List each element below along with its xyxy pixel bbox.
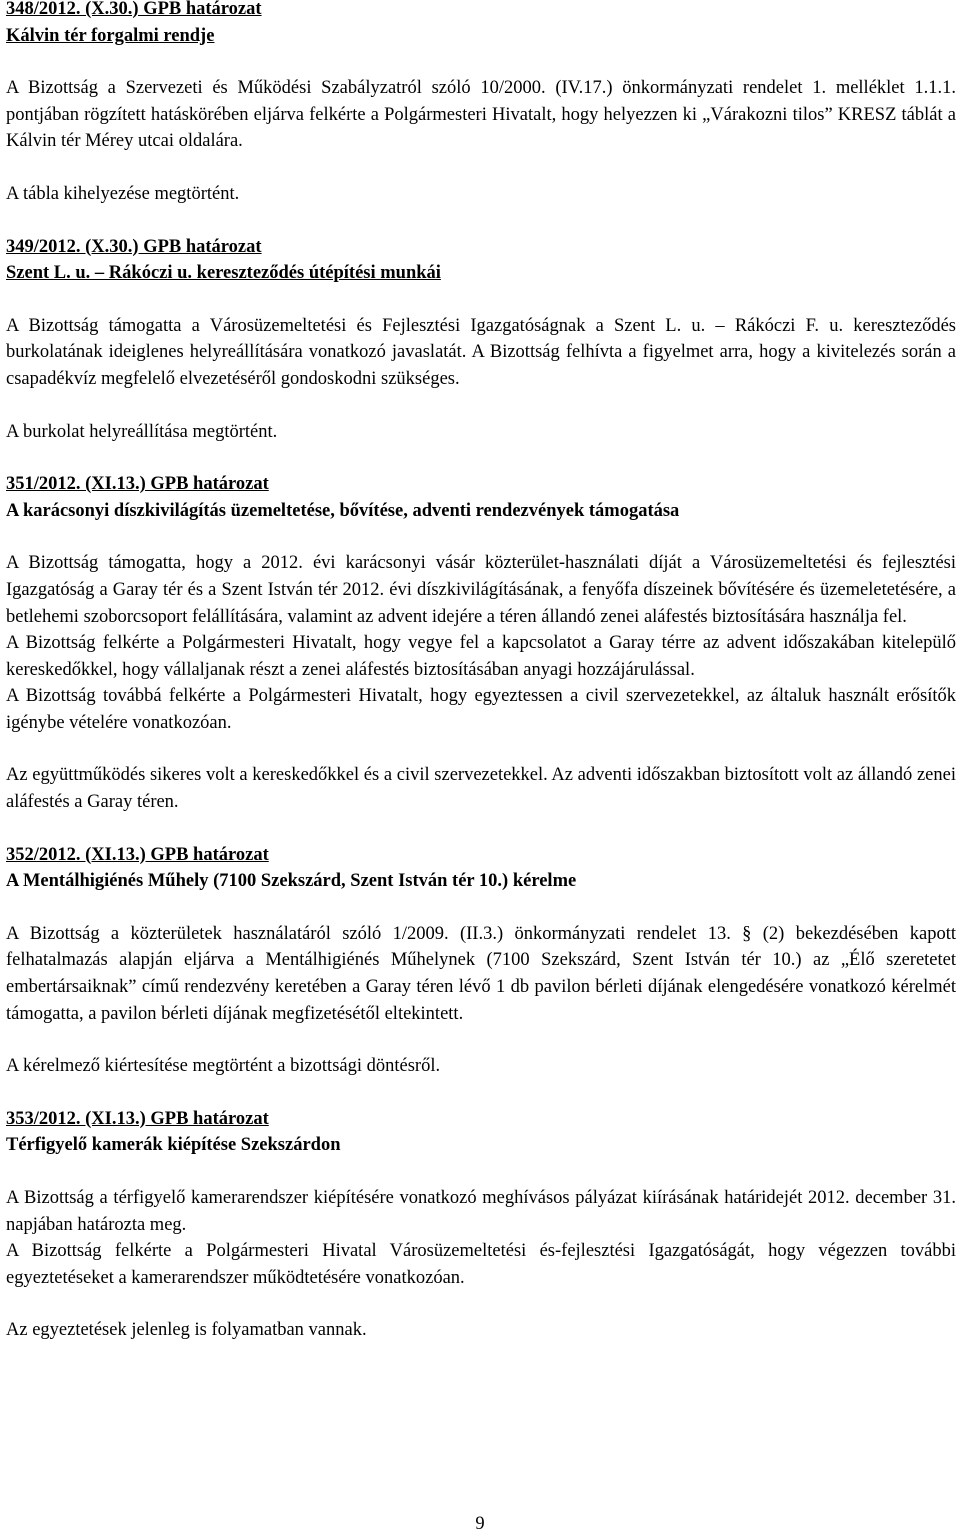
paragraph: Az egyeztetések jelenleg is folyamatban vannak. — [6, 1320, 367, 1341]
paragraph: A Bizottság továbbá felkérte a Polgármesteri Hivatalt, hogy egyeztessen a civil szervezetekkel, az általuk használt erősítők igénybe vételére vonatkozóan. — [6, 686, 956, 733]
paragraph: A Bizottság a Szervezeti és Működési Szabályzatról szóló 10/2000. (IV.17.) önkormányzati rendelet 1. melléklet 1.1.1. pontjában rögzített hatáskörében eljárva felkérte a Polgármesteri Hivatalt, hogy helyezzen ki „Várakozni tilos” KRESZ táblát a Kálvin tér Mérey utcai oldalára. — [6, 78, 956, 152]
paragraph: A Bizottság támogatta, hogy a 2012. évi karácsonyi vásár közterület-használati díját a Városüzemeltetési és fejlesztési Igazgatóság a Garay tér és a Szent István tér 2012. évi díszkivilágításának, a fenyőfa díszeinek bővítésére és üzemeletetésére, a betlehemi szoborcsoport felállítására, valamint az advent idejére a téren állandó zenei aláfestés biztosítására használja fel. — [6, 553, 956, 627]
resolution-number: 352/2012. (XI.13.) GPB határozat — [6, 844, 269, 865]
resolution-title: A Mentálhigiénés Műhely (7100 Szekszárd, Szent István tér 10.) kérelme — [6, 871, 577, 892]
document-page — [6, 0, 956, 1344]
paragraph: A Bizottság támogatta a Városüzemeltetési és Fejlesztési Igazgatóságnak a Szent L. u. – Rákóczi F. u. kereszteződés burkolatának ideiglenes helyreállítására vonatkozó javaslatát. A Bizottság felhívta a figyelmet arra, hogy a kivitelezés során a csapadékvíz megfelelő elvezetéséről gondoskodni szükséges. — [6, 315, 956, 389]
resolution-352 — [6, 842, 956, 1080]
resolution-title: Térfigyelő kamerák kiépítése Szekszárdon — [6, 1135, 341, 1156]
resolution-number: 348/2012. (X.30.) GPB határozat — [6, 0, 262, 19]
paragraph: Az együttműködés sikeres volt a kereskedőkkel és a civil szervezetekkel. Az adventi időszakban biztosított volt az állandó zenei aláfestés a Garay téren. — [6, 765, 956, 813]
resolution-title: Kálvin tér forgalmi rendje — [6, 25, 215, 46]
resolution-number: 353/2012. (XI.13.) GPB határozat — [6, 1108, 269, 1129]
resolution-title: A karácsonyi díszkivilágítás üzemeltetése, bővítése, adventi rendezvények támogatása — [6, 500, 680, 521]
paragraph: A kérelmező kiértesítése megtörtént a bizottsági döntésről. — [6, 1056, 441, 1077]
paragraph: A tábla kihelyezése megtörtént. — [6, 183, 240, 204]
resolution-348 — [6, 0, 956, 208]
resolution-title: Szent L. u. – Rákóczi u. kereszteződés útépítési munkái — [6, 263, 441, 284]
paragraph: A Bizottság a térfigyelő kamerarendszer kiépítésére vonatkozó meghívásos pályázat kiírásának határidejét 2012. december 31. napjában határozta meg. — [6, 1188, 956, 1235]
paragraph: A Bizottság felkérte a Polgármesteri Hivatalt, hogy vegye fel a kapcsolatot a Garay térre az advent időszakában kitelepülő kereskedőkkel, hogy vállaljanak részt a zenei aláfestés biztosításában anyagi hozzájárulással. — [6, 633, 956, 680]
paragraph: A Bizottság a közterületek használatáról szóló 1/2009. (II.3.) önkormányzati rendelet 13. § (2) bekezdésében kapott felhatalmazás alapján eljárva a Mentálhigiénés Műhelynek (7100 Szekszárd, Szent István tér 10.) az „Élő szeretetet embertársaiknak” című rendezvény keretében a Garay téren lévő 1 db pavilon bérleti díjának elengedésére vonatkozó kérelmét támogatta, a pavilon bérleti díjának megfizetésétől eltekintett. — [6, 923, 956, 1024]
resolution-number: 349/2012. (X.30.) GPB határozat — [6, 236, 262, 257]
paragraph: A burkolat helyreállítása megtörtént. — [6, 421, 278, 442]
resolution-349 — [6, 234, 956, 446]
paragraph: A Bizottság felkérte a Polgármesteri Hivatal Városüzemeltetési és-fejlesztési Igazgatóságát, hogy végezzen további egyeztetéseket a kamerarendszer működtetésére vonatkozóan. — [6, 1241, 956, 1288]
resolution-number: 351/2012. (XI.13.) GPB határozat — [6, 474, 269, 495]
resolution-351 — [6, 471, 956, 816]
resolution-353 — [6, 1106, 956, 1344]
page-number: 9 — [475, 1514, 485, 1534]
